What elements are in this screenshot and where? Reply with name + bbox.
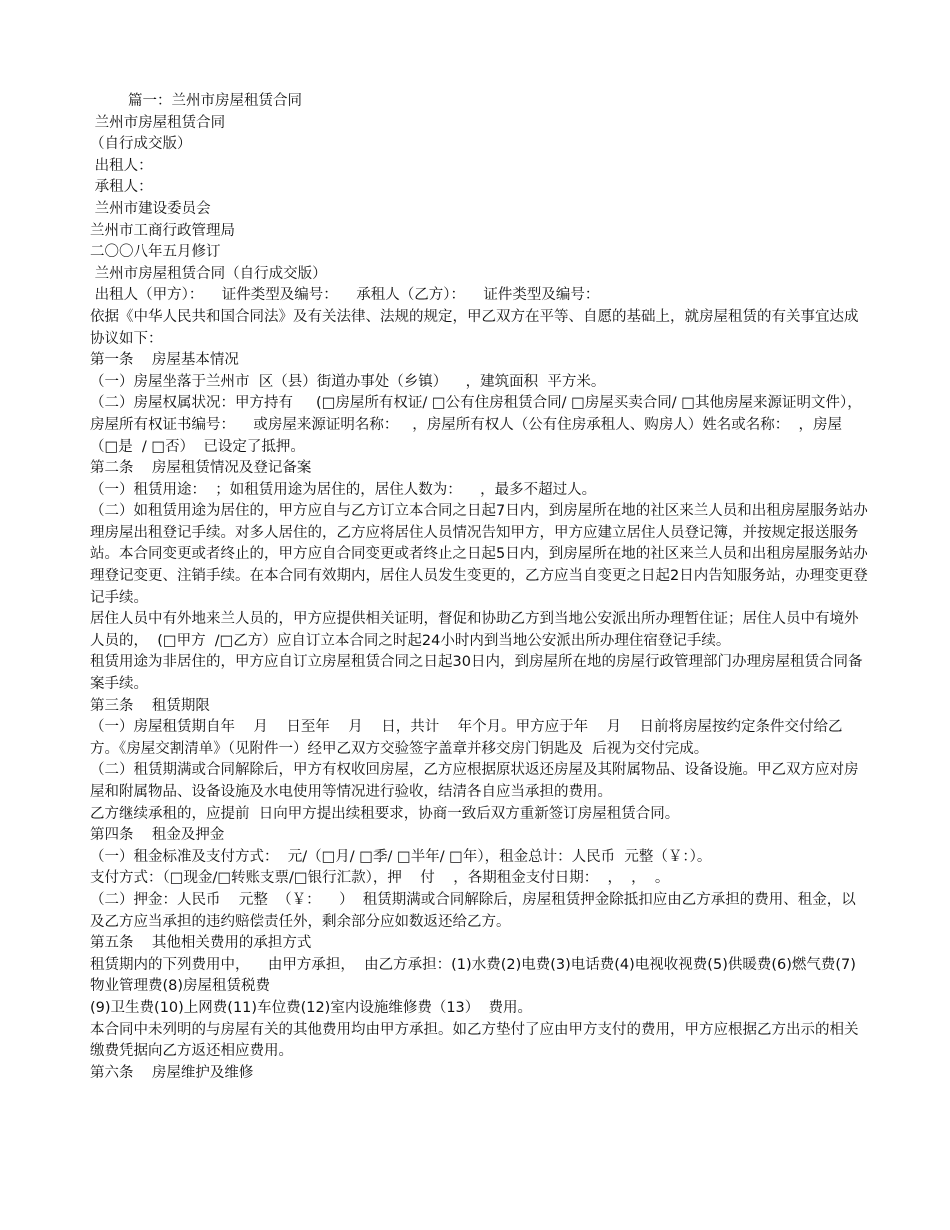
article-5 (90, 933, 870, 1063)
contract-title: 兰州市房屋租赁合同（自行成交版） (90, 265, 327, 282)
paragraph: （二）租赁期满或合同解除后，甲方有权收回房屋，乙方应根据原状返还房屋及其附属物品、设备设施。甲乙双方应对房屋和附属物品、设备设施及水电使用等情况进行验收，结清各自应当承担的费用。 (90, 762, 859, 800)
article-1 (90, 350, 870, 458)
document-heading: 篇一：兰州市房屋租赁合同 (128, 93, 302, 109)
paragraph: 乙方继续承租的，应提前 日向甲方提出续租要求，协商一致后双方重新签订房屋租赁合同。 (90, 805, 680, 822)
cover-lessor: 出租人： (90, 157, 153, 174)
paragraph: 租赁期内的下列费用中， 由甲方承担， 由乙方承担：(1)水费(2)电费(3)电话费(4)电视收视费(5)供暖费(6)燃气费(7)物业管理费(8)房屋租赁税费 (90, 956, 856, 995)
article-3 (90, 696, 870, 826)
article-title: 第一条 房屋基本情况 (90, 352, 239, 369)
cover-title: 兰州市房屋租赁合同 (90, 114, 226, 131)
article-4 (90, 825, 870, 933)
article-title: 第五条 其他相关费用的承担方式 (90, 935, 312, 952)
paragraph: (9)卫生费(10)上网费(11)车位费(12)室内设施维修费（13） 费用。 (90, 999, 533, 1016)
article-2 (90, 458, 870, 696)
paragraph: （一）租赁用途： ；如租赁用途为居住的，居住人数为： ，最多不超过人。 (90, 481, 597, 498)
article-title: 第三条 租赁期限 (90, 697, 210, 714)
article-title: 第四条 租金及押金 (90, 827, 225, 844)
article-title: 第二条 房屋租赁情况及登记备案 (90, 460, 312, 477)
paragraph: （二）如租赁用途为居住的，甲方应自与乙方订立本合同之日起7日内，到房屋所在地的社区来兰人员和出租房屋服务站办理房屋出租登记手续。对多人居住的，乙方应将居住人员情况告知甲方，甲方应建立居住人员登记簿，并按规定报送服务站。本合同变更或者终止的，甲方应自合同变更或者终止之日起5日内，到房屋所在地的社区来兰人员和出租房屋服务站办理登记变更、注销手续。在本合同有效期内，居住人员发生变更的，乙方应当自变更之日起2日内告知服务站，办理变更登记手续。 (90, 503, 868, 606)
article-6 (90, 1063, 870, 1085)
paragraph: 支付方式：（□现金/□转账支票/□银行汇款），押 付 ，各期租金支付日期： ， ， 。 (90, 870, 670, 887)
cover-revision-date: 二〇〇八年五月修订 (90, 244, 221, 261)
paragraph: （二）押金：人民币 元整 （￥： ） 租赁期满或合同解除后，房屋租赁押金除抵扣应由乙方承担的费用、租金，以及乙方应当承担的违约赔偿责任外，剩余部分应如数返还给乙方。 (90, 891, 856, 930)
paragraph: （一）房屋坐落于兰州市 区（县）街道办事处（乡镇） ，建筑面积 平方米。 (90, 373, 606, 390)
paragraph: （二）房屋权属状况：甲方持有 (□房屋所有权证/ □公有住房租赁合同/ □房屋买卖合同/ □其他房屋来源证明文件），房屋所有权证书编号： 或房屋来源证明名称： ，房屋所有权人（公有住房承租人、购房人）姓名或名称： ，房屋（□是 / □否） 已设定了抵押。 (90, 395, 862, 455)
preamble: 依据《中华人民共和国合同法》及有关法律、法规的规定，甲乙双方在平等、自愿的基础上，就房屋租赁的有关事宜达成协议如下： (90, 308, 859, 347)
paragraph: 居住人员中有外地来兰人员的，甲方应提供相关证明，督促和协助乙方到当地公安派出所办理暂住证；居住人员中有境外人员的， (□甲方 /□乙方）应自订立本合同之时起24小时内到当地公安派出所办理住宿登记手续。 (90, 611, 859, 649)
paragraph: 本合同中未列明的与房屋有关的其他费用均由甲方承担。如乙方垫付了应由甲方支付的费用，甲方应根据乙方出示的相关缴费凭据向乙方返还相应费用。 (90, 1021, 859, 1060)
cover-block (90, 113, 870, 264)
paragraph: （一）房屋租赁期自年 月 日至年 月 日，共计 年个月。甲方应于年 月 日前将房屋按约定条件交付给乙方。《房屋交割清单》（见附件一）经甲乙双方交验签字盖章并移交房门钥匙及 后视为交付完成。 (90, 719, 843, 757)
cover-issuer-commerce: 兰州市工商行政管理局 (90, 222, 235, 239)
contract-document (90, 91, 870, 1084)
paragraph: （一）租金标准及支付方式： 元/（□月/ □季/ □半年/ □年），租金总计：人民币 元整（￥：）。 (90, 848, 712, 865)
cover-edition: （自行成交版） (90, 136, 192, 153)
paragraph: 租赁用途为非居住的，甲方应自订立房屋租赁合同之日起30日内，到房屋所在地的房屋行政管理部门办理房屋租赁合同备案手续。 (90, 654, 863, 693)
parties-line: 出租人（甲方）： 证件类型及编号： 承租人（乙方）： 证件类型及编号： (90, 287, 600, 304)
cover-lessee: 承租人： (90, 179, 153, 196)
article-title: 第六条 房屋维护及维修 (90, 1064, 254, 1081)
cover-issuer-construction: 兰州市建设委员会 (90, 200, 211, 217)
